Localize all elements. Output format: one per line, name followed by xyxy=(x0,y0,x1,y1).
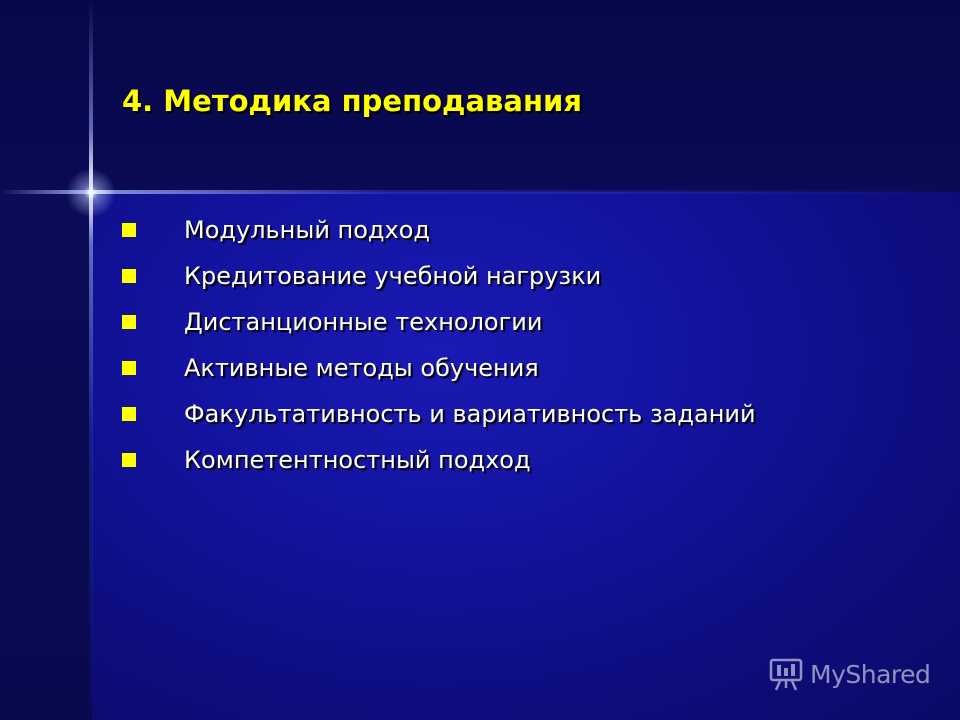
watermark-text: MyShared xyxy=(810,659,931,689)
square-bullet-icon xyxy=(122,453,136,467)
bullet-item xyxy=(122,345,756,391)
bullet-item xyxy=(122,207,756,253)
square-bullet-icon xyxy=(122,223,136,237)
square-bullet-icon xyxy=(122,407,136,421)
square-bullet-icon xyxy=(122,361,136,375)
bullet-text: Дистанционные технологии xyxy=(184,308,543,336)
slide-left-band xyxy=(0,192,92,720)
square-bullet-icon xyxy=(122,269,136,283)
light-flare-horizontal xyxy=(0,190,960,194)
bullet-text: Компетентностный подход xyxy=(184,446,531,474)
bullet-text: Факультативность и вариативность заданий xyxy=(184,400,756,428)
bullet-text: Кредитование учебной нагрузки xyxy=(184,262,602,290)
presentation-board-icon xyxy=(768,656,804,692)
bullet-text: Активные методы обучения xyxy=(184,354,539,382)
bullet-item xyxy=(122,253,756,299)
bullet-list xyxy=(122,207,756,483)
bullet-item xyxy=(122,437,756,483)
slide-title: 4. Методика преподавания xyxy=(122,84,582,118)
square-bullet-icon xyxy=(122,315,136,329)
light-flare-vertical xyxy=(89,0,93,720)
bullet-item xyxy=(122,391,756,437)
light-flare-glow xyxy=(66,168,116,218)
bullet-item xyxy=(122,299,756,345)
bullet-text: Модульный подход xyxy=(184,216,430,244)
watermark-logo xyxy=(768,656,930,692)
